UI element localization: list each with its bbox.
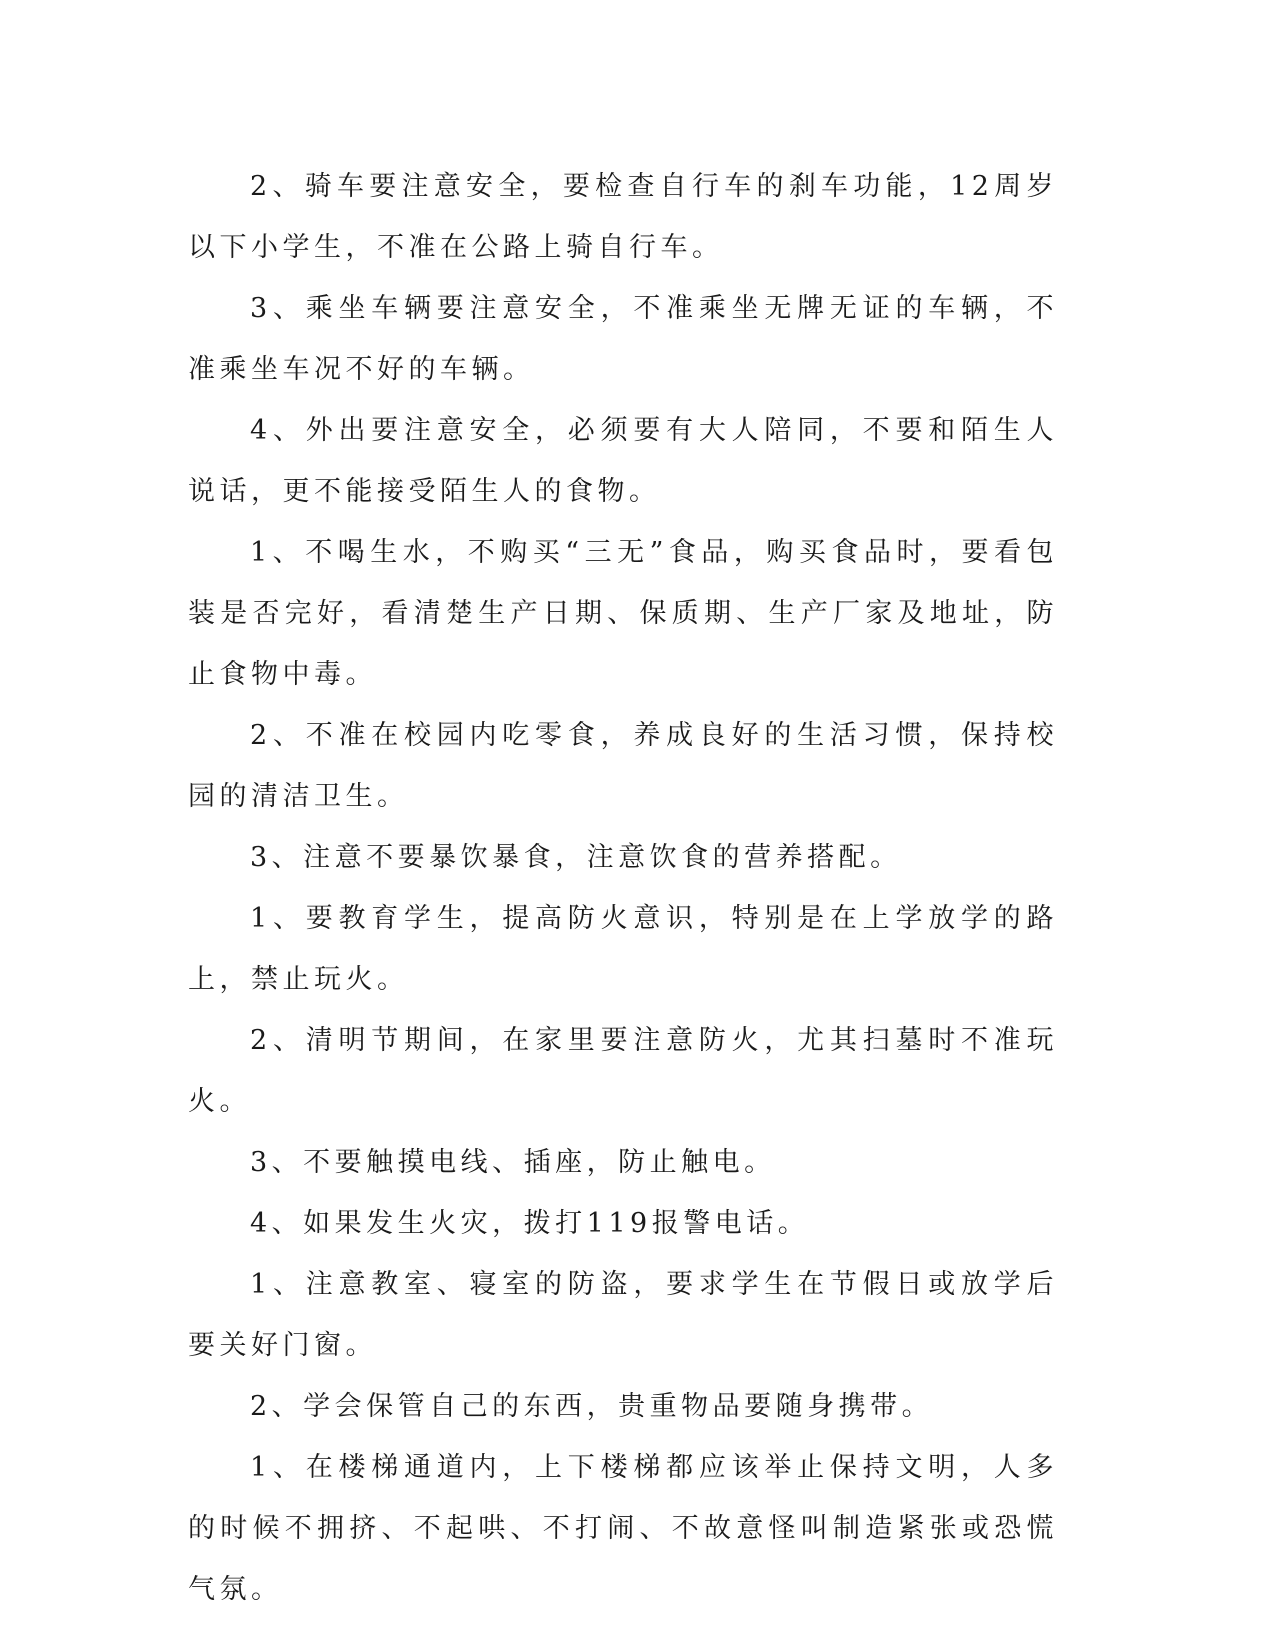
document-body [188, 156, 1058, 1620]
paragraph-no-snacks: 2、不准在校园内吃零食，养成良好的生活习惯，保持校园的清洁卫生。 [188, 720, 1058, 812]
paragraph-bike-safety: 2、骑车要注意安全，要检查自行车的刹车功能，12周岁以下小学生，不准在公路上骑自行车。 [188, 171, 1058, 263]
paragraph-outing-safety: 4、外出要注意安全，必须要有大人陪同，不要和陌生人说话，更不能接受陌生人的食物。 [188, 415, 1058, 507]
paragraph-vehicle-safety: 3、乘坐车辆要注意安全，不准乘坐无牌无证的车辆，不准乘坐车况不好的车辆。 [188, 293, 1058, 385]
paragraph-fire-awareness: 1、要教育学生，提高防火意识，特别是在上学放学的路上，禁止玩火。 [188, 903, 1058, 995]
paragraph-stairway-safety: 1、在楼梯通道内，上下楼梯都应该举止保持文明，人多的时候不拥挤、不起哄、不打闹、不故意怪叫制造紧张或恐慌气氛。 [188, 1452, 1058, 1605]
paragraph-fire-call: 4、如果发生火灾，拨打119报警电话。 [250, 1208, 810, 1239]
paragraph-electric-safety: 3、不要触摸电线、插座，防止触电。 [250, 1147, 776, 1178]
paragraph-qingming-fire: 2、清明节期间，在家里要注意防火，尤其扫墓时不准玩火。 [188, 1025, 1058, 1117]
paragraph-theft-prevention: 1、注意教室、寝室的防盗，要求学生在节假日或放学后要关好门窗。 [188, 1269, 1058, 1361]
paragraph-belongings: 2、学会保管自己的东西，贵重物品要随身携带。 [250, 1391, 934, 1422]
paragraph-food-safety: 1、不喝生水，不购买“三无”食品，购买食品时，要看包装是否完好，看清楚生产日期、保质期、生产厂家及地址，防止食物中毒。 [188, 537, 1058, 690]
paragraph-diet: 3、注意不要暴饮暴食，注意饮食的营养搭配。 [250, 842, 902, 873]
